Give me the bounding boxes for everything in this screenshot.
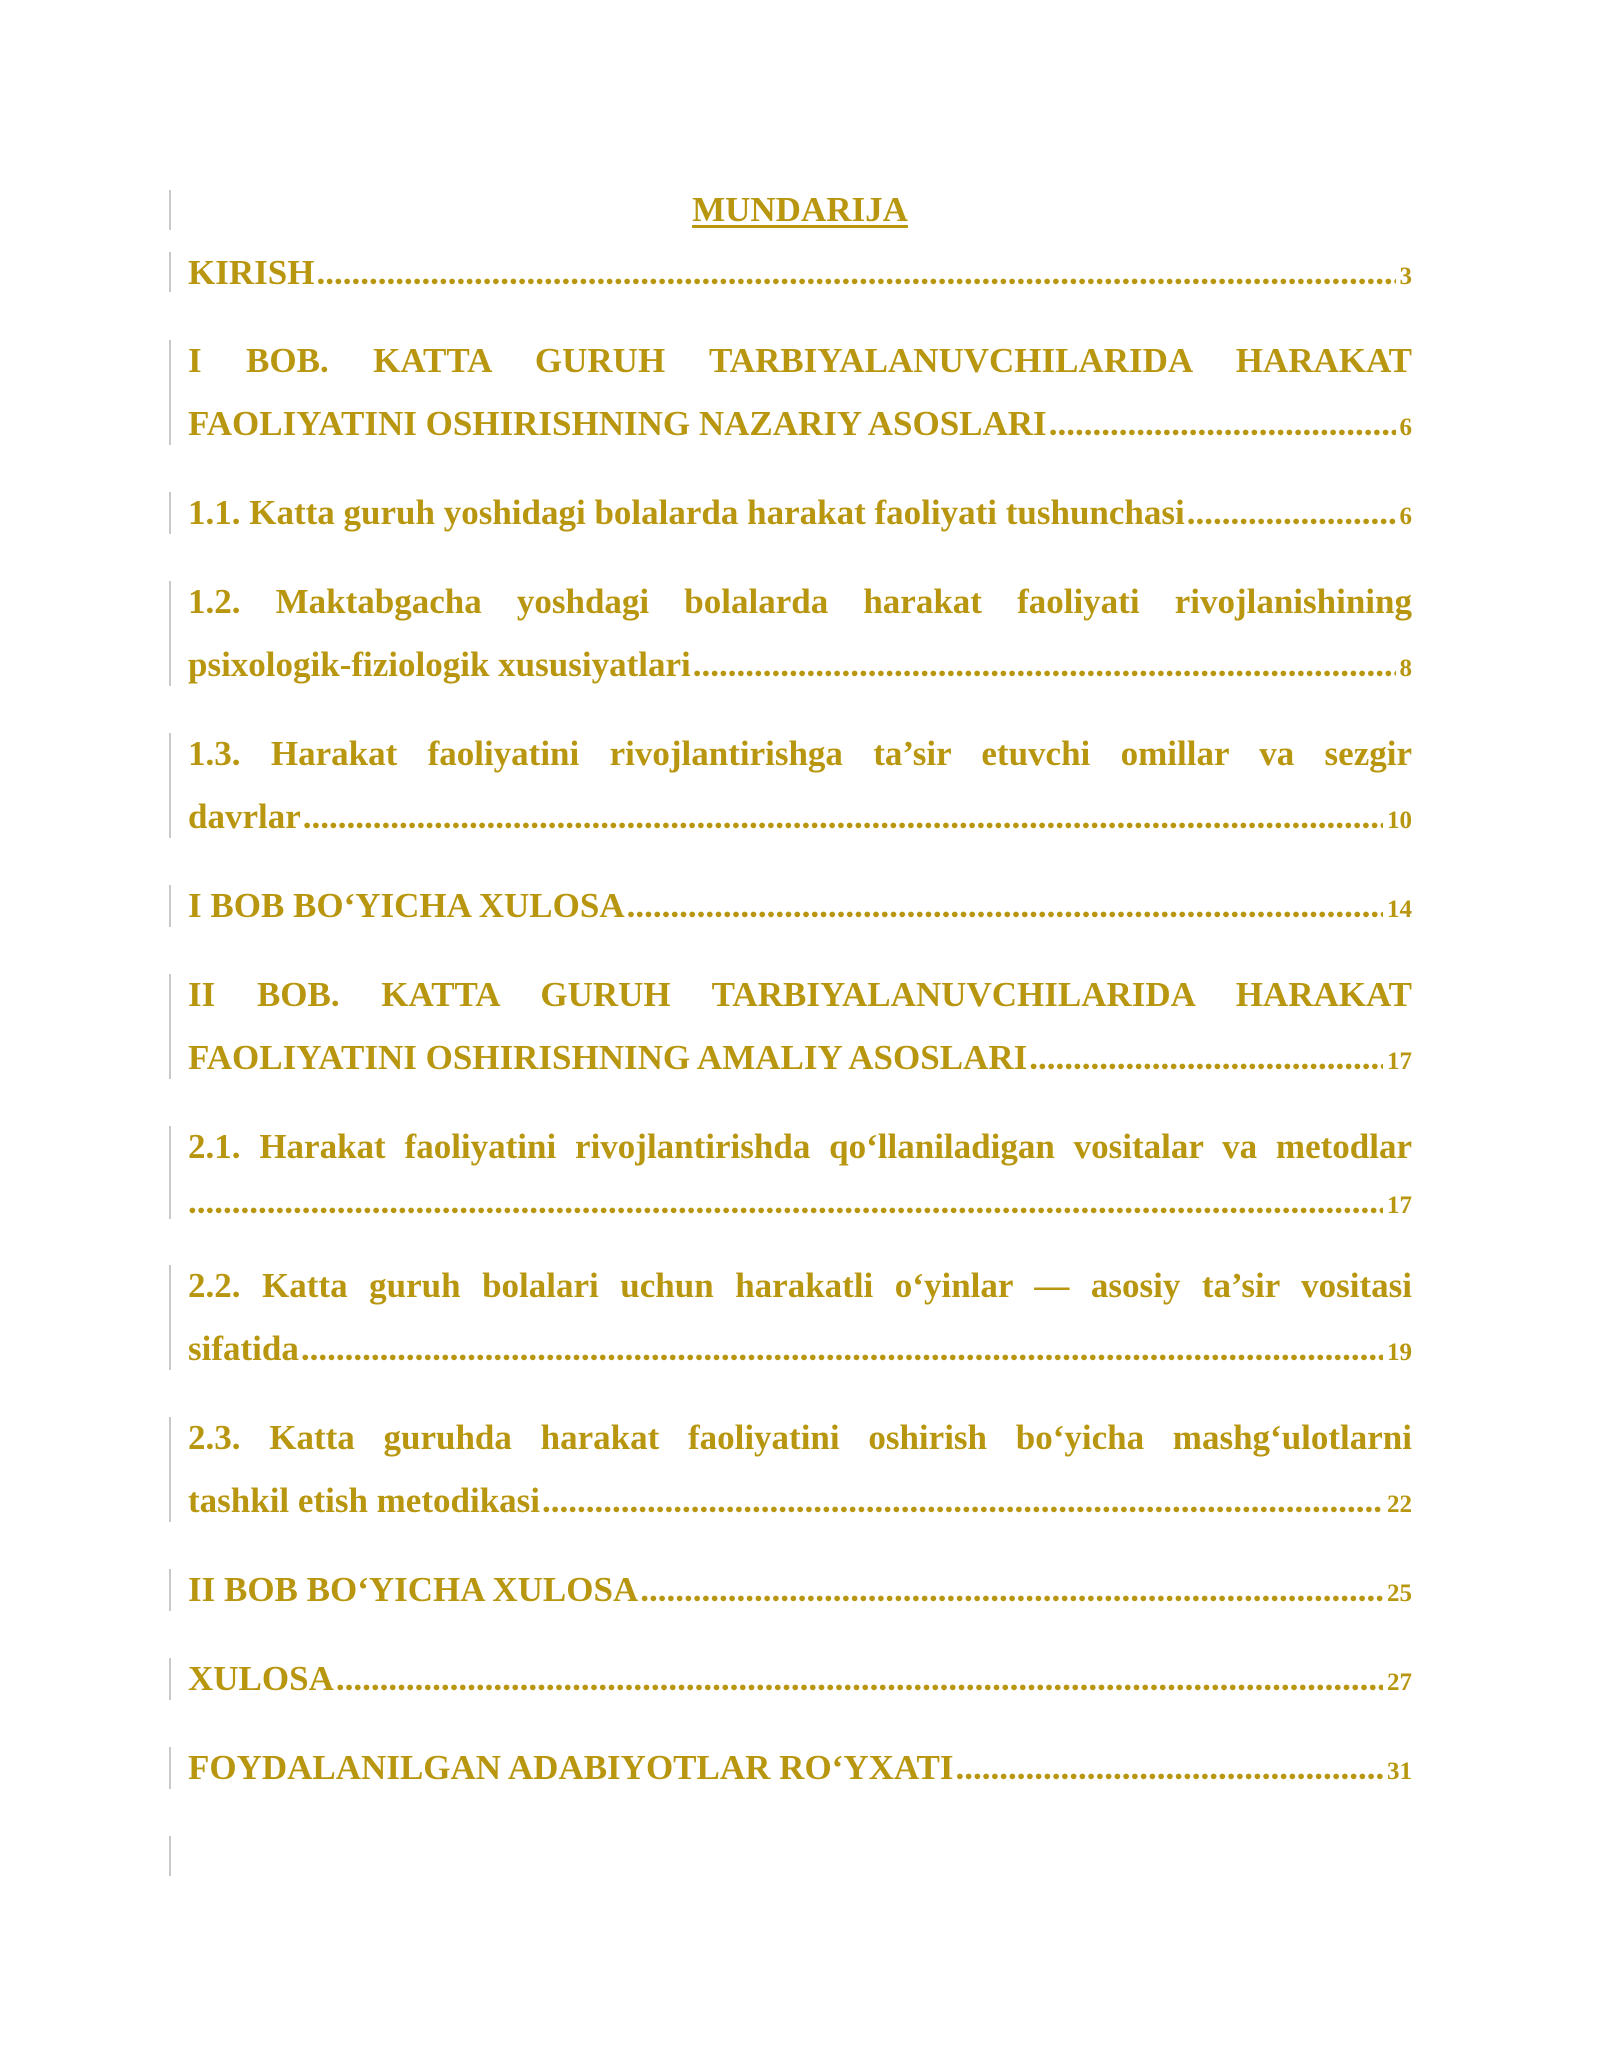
toc-entry-text: 2.1. Harakat faoliyatini rivojlantirishda qo‘llaniladigan vositalar va metodlar xyxy=(188,1127,1412,1166)
toc-page-number: 3 xyxy=(1399,263,1412,290)
toc-entry-text: I BOB. KATTA GURUH TARBIYALANUVCHILARIDA HARAKAT xyxy=(188,341,1412,380)
toc-entry-section-1-2[interactable] xyxy=(188,570,1412,700)
toc-entry-text: FOYDALANILGAN ADABIYOTLAR RO‘YXATI xyxy=(188,1748,954,1787)
toc-entry-text: 2.2. Katta guruh bolalari uchun harakatli o‘yinlar — asosiy ta’sir vositasi xyxy=(188,1266,1412,1305)
toc-entry-text: psixologik-fiziologik xususiyatlari xyxy=(188,645,691,684)
dot-leader xyxy=(1187,481,1396,544)
toc-entry-chapter-2-conclusion[interactable] xyxy=(188,1558,1412,1625)
toc-entry-text: I BOB BO‘YICHA XULOSA xyxy=(188,886,625,925)
toc-page-number: 19 xyxy=(1387,1339,1412,1366)
toc-entry-conclusion[interactable] xyxy=(188,1647,1412,1714)
toc-entry-text: XULOSA xyxy=(188,1659,334,1698)
toc-entry-text: II BOB BO‘YICHA XULOSA xyxy=(188,1570,639,1609)
margin-change-bar xyxy=(169,1126,171,1219)
toc-page-number: 25 xyxy=(1387,1580,1412,1607)
toc-page-number: 27 xyxy=(1387,1669,1412,1696)
dot-leader xyxy=(627,874,1383,937)
dot-leader xyxy=(188,1178,1383,1226)
toc-page-number: 6 xyxy=(1399,414,1412,441)
margin-change-bar xyxy=(169,885,171,927)
dot-leader xyxy=(303,785,1383,848)
toc-entry-text: FAOLIYATINI OSHIRISHNING NAZARIY ASOSLARI xyxy=(188,404,1047,443)
toc-page-number: 8 xyxy=(1399,655,1412,682)
toc-page-number: 14 xyxy=(1387,896,1412,923)
toc-page-number: 31 xyxy=(1387,1758,1412,1785)
toc-entry-text: II BOB. KATTA GURUH TARBIYALANUVCHILARIDA HARAKAT xyxy=(188,975,1412,1014)
dot-leader xyxy=(640,1558,1383,1621)
dot-leader xyxy=(1029,1026,1383,1089)
toc-page-number: 6 xyxy=(1399,503,1412,530)
toc-entry-section-2-2[interactable] xyxy=(188,1254,1412,1384)
margin-change-bar xyxy=(169,1265,171,1370)
toc-page-number: 17 xyxy=(1387,1192,1412,1219)
toc-entry-chapter-1[interactable] xyxy=(188,329,1412,459)
dot-leader xyxy=(693,633,1396,696)
toc-entry-section-2-3[interactable] xyxy=(188,1406,1412,1536)
toc-entry-text: 1.2. Maktabgacha yoshdagi bolalarda harakat faoliyati rivojlanishining xyxy=(188,582,1412,621)
margin-change-bar xyxy=(169,1569,171,1611)
toc-entry-bibliography[interactable] xyxy=(188,1736,1412,1803)
margin-change-bar xyxy=(169,1836,171,1876)
toc-entry-text: davrlar xyxy=(188,797,301,836)
margin-change-bar xyxy=(169,1658,171,1700)
toc-page-number: 10 xyxy=(1387,807,1412,834)
toc-entry-text: sifatida xyxy=(188,1329,299,1368)
toc-entry-section-1-3[interactable] xyxy=(188,722,1412,852)
dot-leader xyxy=(301,1317,1383,1380)
dot-leader xyxy=(956,1736,1383,1799)
margin-change-bar xyxy=(169,1747,171,1789)
toc-page-number: 17 xyxy=(1387,1048,1412,1075)
toc-entry-chapter-2[interactable] xyxy=(188,963,1412,1093)
toc-entry-text: tashkil etish metodikasi xyxy=(188,1481,540,1520)
dot-leader xyxy=(1049,392,1396,455)
toc-entry-kirish[interactable] xyxy=(188,241,1412,308)
margin-change-bar xyxy=(169,974,171,1079)
margin-change-bar xyxy=(169,492,171,534)
dot-leader xyxy=(316,241,1395,304)
margin-change-bar xyxy=(169,340,171,445)
dot-leader xyxy=(336,1647,1383,1710)
toc-title: MUNDARIJA xyxy=(692,190,908,229)
margin-change-bar xyxy=(169,733,171,838)
toc-entry-chapter-1-conclusion[interactable] xyxy=(188,874,1412,941)
toc-entry-text: 2.3. Katta guruhda harakat faoliyatini oshirish bo‘yicha mashg‘ulotlarni xyxy=(188,1418,1412,1457)
toc-entry-section-1-1[interactable] xyxy=(188,481,1412,548)
margin-change-bar xyxy=(169,581,171,686)
toc-entry-text: FAOLIYATINI OSHIRISHNING AMALIY ASOSLARI xyxy=(188,1038,1028,1077)
margin-change-bar xyxy=(169,252,171,292)
toc-entry-text: KIRISH xyxy=(188,253,315,292)
toc-entry-text: 1.1. Katta guruh yoshidagi bolalarda harakat faoliyati tushunchasi xyxy=(188,493,1185,532)
toc-entry-text: 1.3. Harakat faoliyatini rivojlantirishga ta’sir etuvchi omillar va sezgir xyxy=(188,734,1412,773)
toc-page-number: 22 xyxy=(1387,1491,1412,1518)
margin-change-bar xyxy=(169,1417,171,1522)
toc-entry-section-2-1[interactable] xyxy=(188,1115,1412,1230)
dot-leader xyxy=(542,1469,1383,1532)
